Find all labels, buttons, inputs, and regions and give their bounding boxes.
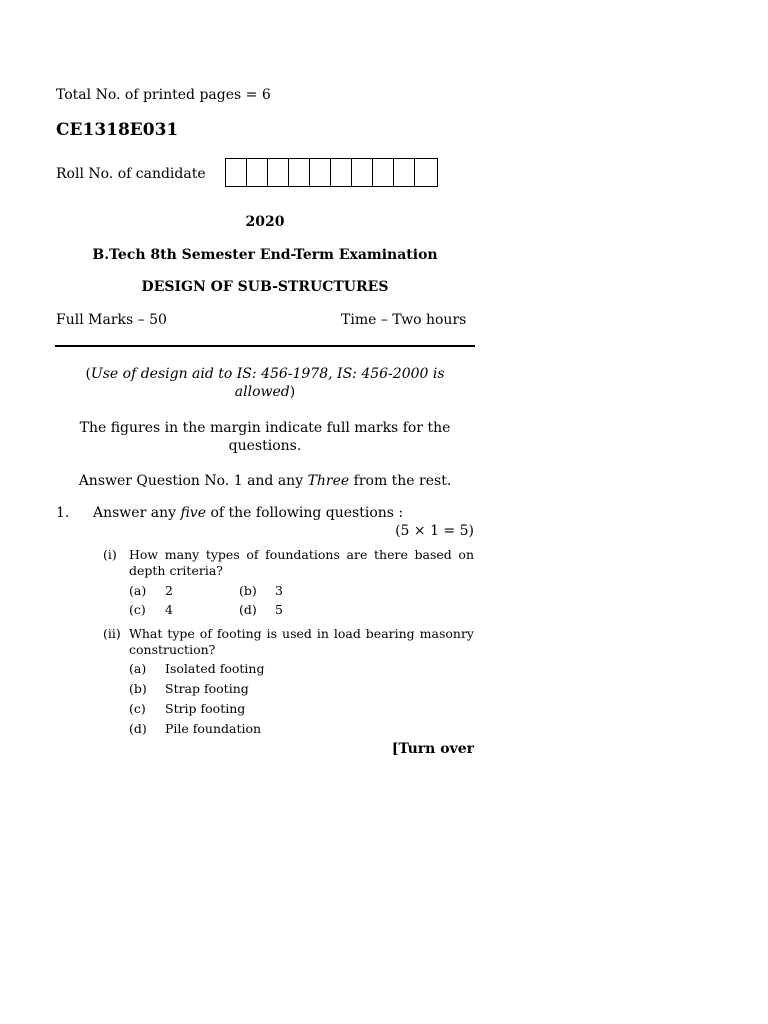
roll-number-box	[226, 159, 247, 186]
answer-instruction	[56, 472, 474, 490]
design-aid-note	[56, 365, 474, 401]
option-letter: (a)	[129, 583, 147, 598]
option-letter: (b)	[129, 681, 147, 696]
option-letter: (c)	[129, 602, 146, 617]
option-value: 5	[275, 602, 283, 617]
exam-time: Time – Two hours	[341, 312, 467, 328]
printed-pages-info: Total No. of printed pages = 6	[56, 87, 271, 103]
paren-close: )	[289, 384, 296, 400]
roll-number-box	[331, 159, 352, 186]
design-aid-text: Use of design aid to IS: 456-1978, IS: 456-2000 is allowed	[90, 366, 445, 400]
question-text-em: five	[180, 505, 206, 521]
exam-title: B.Tech 8th Semester End-Term Examination	[92, 247, 438, 263]
option-letter: (d)	[129, 721, 147, 736]
option-letter: (c)	[129, 701, 146, 716]
header-divider	[55, 345, 475, 347]
question-text-post: of the following questions :	[206, 505, 404, 521]
option-value: 3	[275, 583, 283, 598]
option-value: Strip footing	[165, 701, 246, 716]
roll-number-boxes	[225, 158, 438, 187]
option-value: Strap footing	[165, 681, 249, 696]
roll-number-box	[373, 159, 394, 186]
roll-number-box	[268, 159, 289, 186]
roll-number-label: Roll No. of candidate	[56, 166, 206, 182]
sub-question-number: (ii)	[103, 626, 121, 641]
margin-marks-note: The figures in the margin indicate full marks for the questions.	[79, 420, 451, 454]
option-value: 4	[165, 602, 173, 617]
option-letter: (b)	[239, 583, 257, 598]
sub-question-number: (i)	[103, 547, 117, 562]
subject-title: DESIGN OF SUB-STRUCTURES	[141, 279, 389, 295]
option-letter: (d)	[239, 602, 257, 617]
option-value: Isolated footing	[165, 661, 265, 676]
option-value: 2	[165, 583, 173, 598]
roll-number-box	[310, 159, 331, 186]
sub-question-text: How many types of foundations are there based on depth criteria?	[129, 547, 474, 578]
turn-over-note: [Turn over	[391, 741, 474, 757]
sub-question-text: What type of footing is used in load bearing masonry construction?	[129, 626, 474, 657]
roll-number-box	[352, 159, 373, 186]
question-number: 1.	[56, 505, 70, 521]
exam-year: 2020	[245, 214, 285, 230]
paren-open: (	[85, 366, 91, 382]
answer-instruction-pre: Answer Question No. 1 and any	[78, 473, 308, 489]
option-letter: (a)	[129, 661, 147, 676]
roll-number-box	[247, 159, 268, 186]
question-text	[93, 504, 403, 522]
full-marks: Full Marks – 50	[56, 312, 167, 328]
roll-number-box	[394, 159, 415, 186]
answer-instruction-post: from the rest.	[349, 473, 452, 489]
roll-number-box	[415, 159, 437, 186]
paper-code: CE1318E031	[56, 120, 179, 140]
roll-number-box	[289, 159, 310, 186]
question-marks: (5 × 1 = 5)	[395, 523, 474, 539]
answer-instruction-em: Three	[307, 473, 350, 489]
option-value: Pile foundation	[165, 721, 262, 736]
question-text-pre: Answer any	[93, 505, 181, 521]
